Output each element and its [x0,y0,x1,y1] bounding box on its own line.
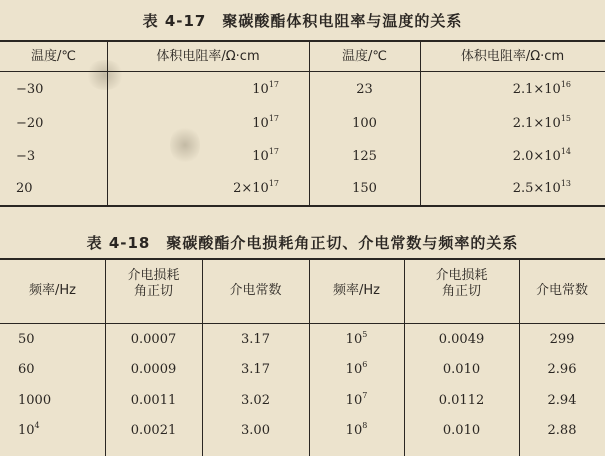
exponent: 8 [362,421,368,430]
table-cell: 0.0112 [438,393,485,408]
table-cell: 0.0021 [130,423,177,438]
table-cell: $10^{17}$ [252,114,279,131]
table-cell: 1000 [18,393,52,408]
table-4-17-title [0,10,605,31]
table-cell: $2.1\times 10^{15}$ [512,114,571,131]
table-cell: 2.94 [547,393,577,408]
exponent: 4 [34,421,40,430]
table-cell: $10^{17}$ [252,147,279,164]
table-cell: 0.0049 [438,332,485,347]
table-cell: −20 [16,116,44,131]
header-cell: 介电损耗 角正切 [127,268,180,299]
table-cell: $2.5\times 10^{13}$ [512,179,571,196]
header-cell: 介电损耗 角正切 [435,268,488,299]
table-cell: $10^5$ [345,330,368,347]
table-cell: 20 [16,181,33,196]
table-cell: $10^6$ [345,360,368,377]
exponent: 17 [268,179,279,188]
exponent: 16 [560,80,571,89]
table-caption: 聚碳酸酯介电损耗角正切、介电常数与频率的关系 [166,234,519,252]
header-cell: 体积电阻率/Ω·cm [156,49,260,64]
header-cell: 体积电阻率/Ω·cm [460,49,565,64]
table-cell: 2.96 [547,362,577,377]
table-top-rule [0,40,605,42]
header-rule [0,71,605,72]
table-cell: −30 [16,82,44,97]
table-cell: 0.010 [442,423,481,438]
exponent: 6 [362,360,368,369]
table-cell: 125 [352,149,377,164]
table-cell: 0.0011 [130,393,177,408]
header-cell: 介电常数 [229,283,282,298]
table-cell: 3.00 [241,423,270,438]
header-cell: 温度/℃ [31,49,76,64]
table-cell: $10^7$ [345,391,368,408]
exponent: 15 [560,114,571,123]
table-cell: 60 [18,362,35,377]
table-cell: 3.02 [241,393,270,408]
table-cell: 100 [352,116,377,131]
table-cell: −3 [16,149,36,164]
table-bottom-rule [0,205,605,207]
exponent: 13 [560,179,571,188]
table-cell: $10^8$ [345,421,368,438]
header-rule [0,323,605,324]
table-cell: $2.0\times 10^{14}$ [512,147,571,164]
table-cell: $2\times 10^{17}$ [233,179,279,196]
header-cell: 频率/Hz [333,283,380,298]
exponent: 14 [560,147,571,156]
exponent: 17 [268,114,279,123]
header-cell: 温度/℃ [342,49,387,64]
exponent: 17 [268,80,279,89]
table-cell: $2.1\times 10^{16}$ [512,80,571,97]
exponent: 7 [362,391,368,400]
table-cell: 299 [549,332,575,347]
table-cell: 3.17 [241,332,270,347]
table-4-18-title [0,232,605,253]
table-cell: 0.0009 [130,362,177,377]
header-cell: 频率/Hz [29,283,76,298]
exponent: 17 [268,147,279,156]
table-number: 表 4-18 [86,234,151,252]
table-cell: 150 [352,181,377,196]
table-cell: $10^4$ [18,421,40,438]
table-cell: 3.17 [241,362,270,377]
header-cell: 介电常数 [535,283,588,298]
exponent: 5 [362,330,368,339]
table-cell: 0.0007 [130,332,177,347]
table-cell: 23 [356,82,373,97]
table-caption: 聚碳酸酯体积电阻率与温度的关系 [222,12,463,30]
table-number: 表 4-17 [142,12,207,30]
table-cell: $10^{17}$ [252,80,279,97]
table-top-rule [0,258,605,260]
table-cell: 2.88 [547,423,577,438]
table-cell: 0.010 [442,362,481,377]
table-cell: 50 [18,332,35,347]
